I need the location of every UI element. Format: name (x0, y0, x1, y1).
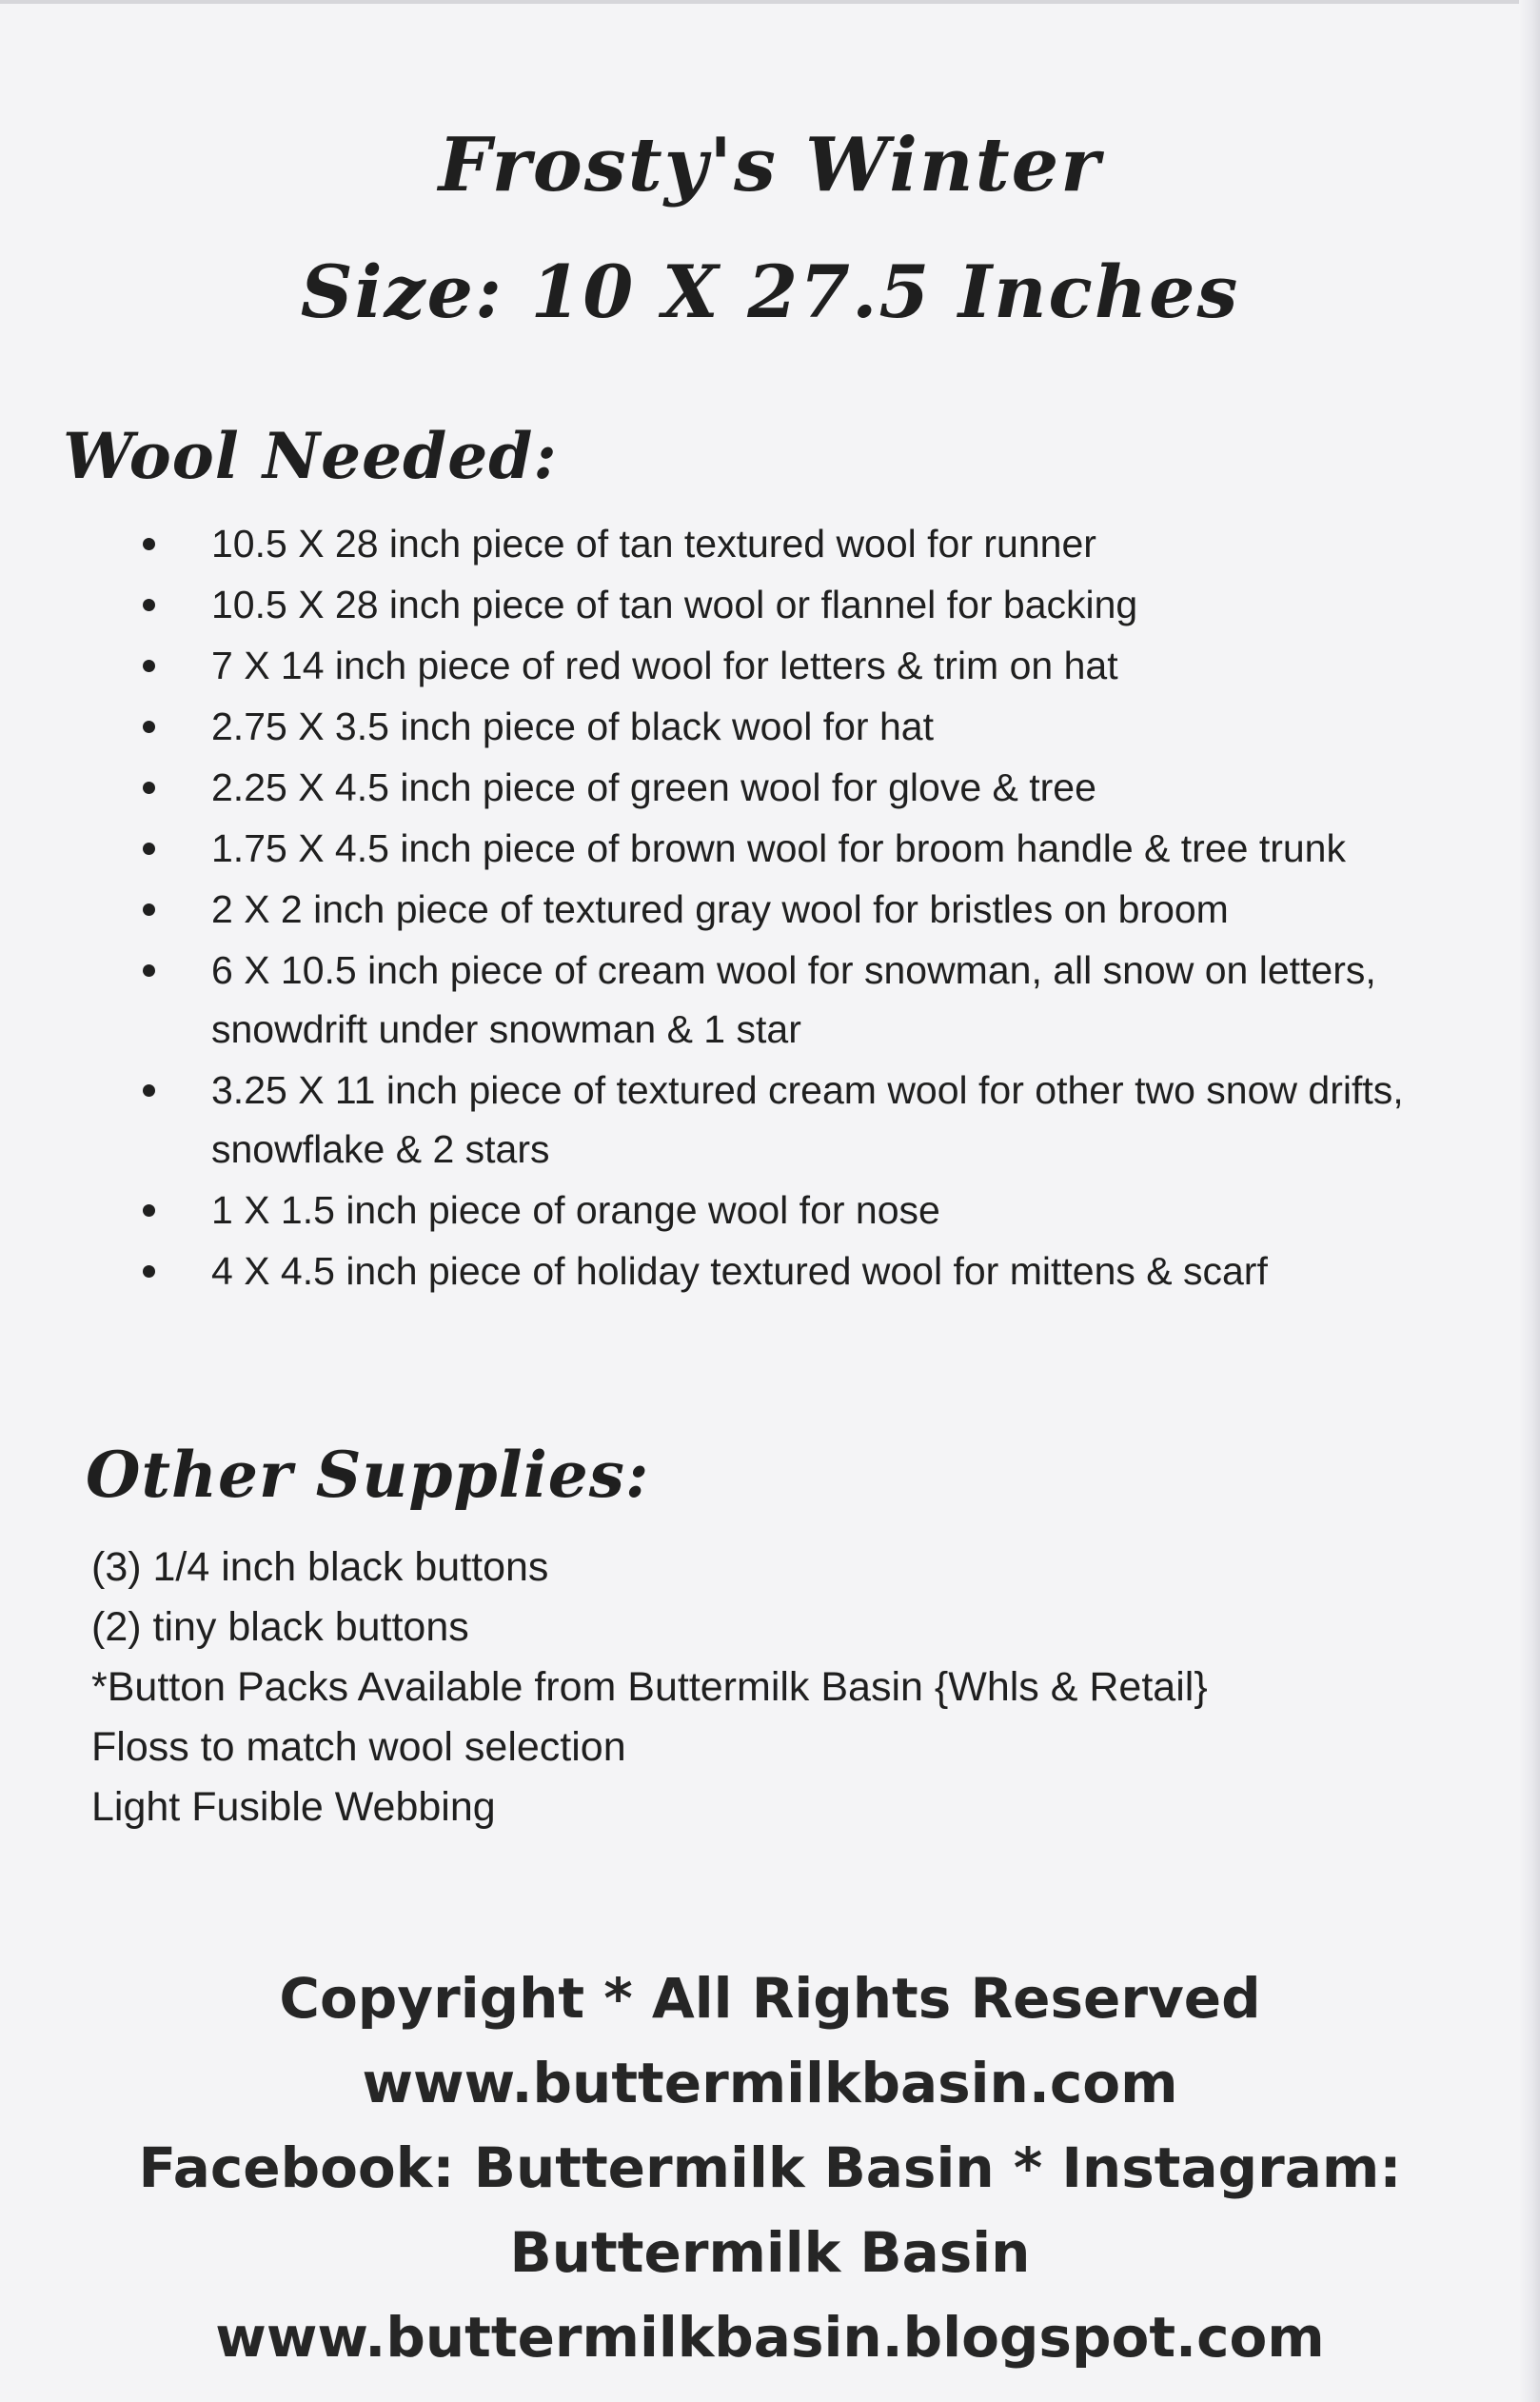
bullet-icon (143, 903, 155, 916)
supply-line: *Button Packs Available from Buttermilk Basin {Whls & Retail} (91, 1664, 1208, 1710)
list-item: 4 X 4.5 inch piece of holiday textured wool for mittens & scarf (143, 1241, 1475, 1300)
pattern-title: Frosty's Winter (438, 122, 1102, 208)
copyright-line: Copyright * All Rights Reserved (279, 1966, 1261, 2031)
list-item: 1.75 X 4.5 inch piece of brown wool for broom handle & tree trunk (143, 819, 1475, 878)
supply-line: Floss to match wool selection (91, 1724, 626, 1770)
supply-line: (2) tiny black buttons (91, 1604, 469, 1650)
list-item: 6 X 10.5 inch piece of cream wool for snowman, all snow on letters, snowdrift under snowman & 1 star (143, 941, 1475, 1059)
supply-line: Light Fusible Webbing (91, 1784, 496, 1830)
bullet-icon (143, 599, 155, 611)
list-item: 2.75 X 3.5 inch piece of black wool for hat (143, 697, 1475, 756)
social-line: Facebook: Buttermilk Basin * Instagram: (138, 2135, 1402, 2200)
list-item: 7 X 14 inch piece of red wool for letters & trim on hat (143, 636, 1475, 695)
bullet-icon (143, 964, 155, 977)
copyright-footer (0, 1956, 1540, 2380)
bullet-icon (143, 1084, 155, 1097)
website-link: www.buttermilkbasin.com (362, 2051, 1178, 2115)
list-item: 1 X 1.5 inch piece of orange wool for nose (143, 1181, 1475, 1240)
other-supplies-list (91, 1538, 1462, 1837)
bullet-icon (143, 660, 155, 672)
bullet-icon (143, 1265, 155, 1278)
list-item: 2.25 X 4.5 inch piece of green wool for glove & tree (143, 758, 1475, 817)
list-item: 10.5 X 28 inch piece of tan textured wool for runner (143, 514, 1475, 573)
bullet-icon (143, 721, 155, 733)
bullet-icon (143, 538, 155, 550)
other-supplies-heading: Other Supplies: (86, 1438, 650, 1512)
list-item: 10.5 X 28 inch piece of tan wool or flannel for backing (143, 575, 1475, 634)
supply-line: (3) 1/4 inch black buttons (91, 1544, 549, 1590)
wool-needed-list (143, 514, 1475, 1302)
social-line-name: Buttermilk Basin (509, 2220, 1031, 2285)
bullet-icon (143, 1204, 155, 1217)
pattern-size: Size: 10 X 27.5 Inches (300, 249, 1240, 334)
bullet-icon (143, 843, 155, 855)
bullet-icon (143, 782, 155, 794)
wool-needed-heading: Wool Needed: (63, 419, 558, 493)
list-item: 3.25 X 11 inch piece of textured cream wool for other two snow drifts, snowflake & 2 stars (143, 1061, 1475, 1179)
blog-link: www.buttermilkbasin.blogspot.com (215, 2305, 1325, 2370)
paper-top-edge (0, 0, 1540, 4)
list-item: 2 X 2 inch piece of textured gray wool for bristles on broom (143, 880, 1475, 939)
